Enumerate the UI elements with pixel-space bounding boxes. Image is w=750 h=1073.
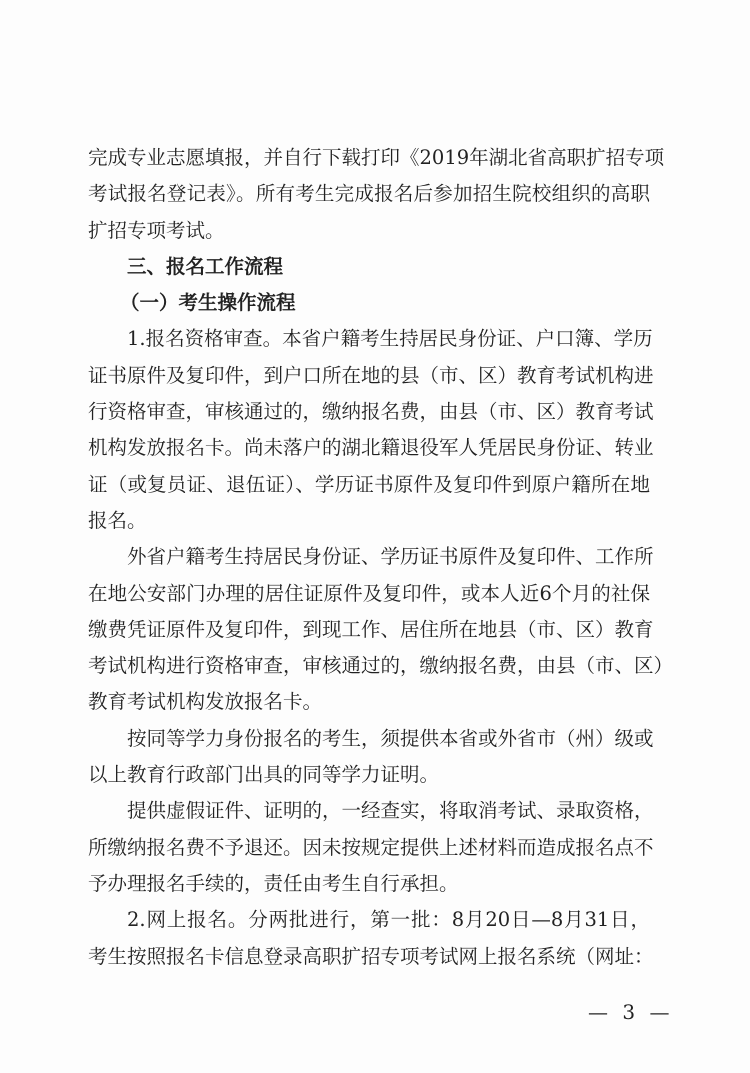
subsection-heading: （一）考生操作流程 <box>120 291 296 315</box>
text-line: 完成专业志愿填报，并自行下载打印《2019年湖北省高职扩招专项 <box>88 146 665 169</box>
text-line: 扩招专项考试。 <box>88 218 225 242</box>
text-line: 考试机构进行资格审查，审核通过的，缴纳报名费，由县（市、区） <box>88 654 674 678</box>
text-line: 考生按照报名卡信息登录高职扩招专项考试网上报名系统（网址： <box>88 944 654 968</box>
body-text <box>88 140 674 975</box>
text-line: 教育考试机构发放报名卡。 <box>88 690 323 714</box>
section-heading: 三、报名工作流程 <box>127 254 284 278</box>
text-line: 1.报名资格审查。本省户籍考生持居民身份证、户口簿、学历 <box>127 327 653 351</box>
text-line: 缴费凭证原件及复印件，到现工作、居住所在地县（市、区）教育 <box>88 617 654 641</box>
page-number: — 3 — <box>588 1000 674 1024</box>
text-line: 行资格审查，审核通过的，缴纳报名费，由县（市、区）教育考试 <box>88 400 654 424</box>
text-line: 证书原件及复印件，到户口所在地的县（市、区）教育考试机构进 <box>88 363 654 387</box>
text-line: 考试报名登记表》。所有考生完成报名后参加招生院校组织的高职 <box>88 182 650 206</box>
text-line: 机构发放报名卡。尚未落户的湖北籍退役军人凭居民身份证、转业 <box>88 436 654 460</box>
text-line: 所缴纳报名费不予退还。因未按规定提供上述材料而造成报名点不 <box>88 835 654 859</box>
text-line: 在地公安部门办理的居住证原件及复印件，或本人近6个月的社保 <box>88 581 650 605</box>
text-line: 证（或复员证、退伍证）、学历证书原件及复印件到原户籍所在地 <box>88 472 650 496</box>
text-line: 2.网上报名。分两批进行，第一批：8月20日—8月31日， <box>127 908 650 932</box>
text-line: 按同等学力身份报名的考生，须提供本省或外省市（州）级或 <box>127 726 654 750</box>
text-line: 以上教育行政部门出具的同等学力证明。 <box>88 763 440 787</box>
text-line: 报名。 <box>88 508 147 532</box>
text-line: 提供虚假证件、证明的，一经查实，将取消考试、录取资格， <box>127 799 654 823</box>
text-line: 外省户籍考生持居民身份证、学历证书原件及复印件、工作所 <box>127 545 654 569</box>
text-line: 予办理报名手续的，责任由考生自行承担。 <box>88 871 459 895</box>
